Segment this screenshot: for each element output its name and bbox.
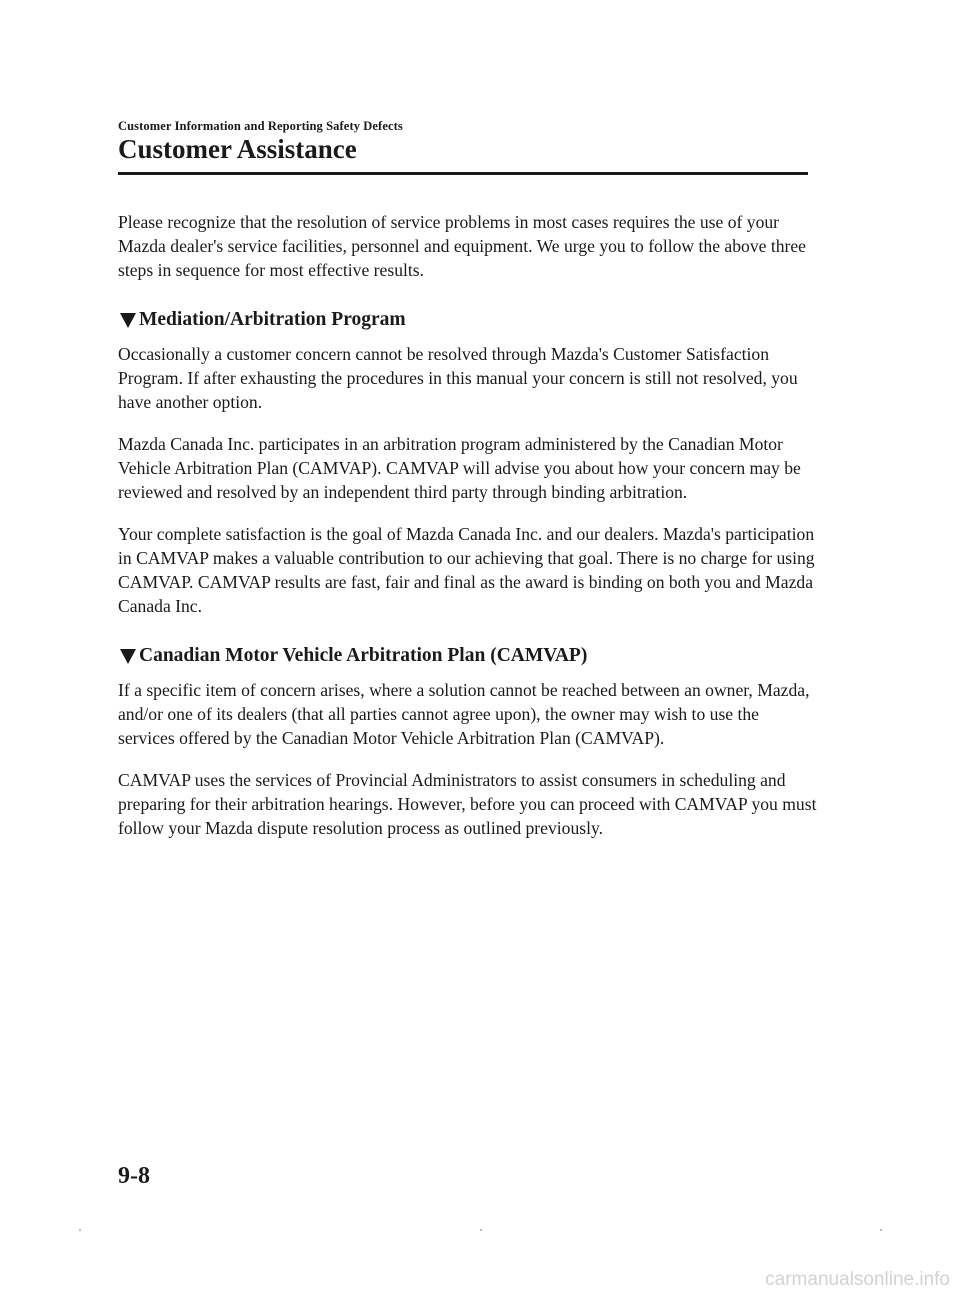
section-heading-text: Mediation/Arbitration Program: [139, 309, 406, 330]
section-heading-camvap: [118, 642, 818, 670]
paragraph: Occasionally a customer concern cannot be resolved through Mazda's Customer Satisfaction Program. If after exhausting the procedures in this manual your concern is still not resolved, you have another option.: [118, 344, 798, 412]
down-triangle-icon: [120, 649, 136, 664]
crop-mark: [79, 1229, 81, 1231]
title-rule: [118, 172, 808, 175]
paragraph: If a specific item of concern arises, where a solution cannot be reached between an owner, Mazda, and/or one of its dealers (that all parties cannot agree upon), the owner may wish to use the services offered by the Canadian Motor Vehicle Arbitration Plan (CAMVAP).: [118, 680, 810, 748]
page-number: 9-8: [118, 1163, 150, 1189]
watermark: carmanualsonline.info: [765, 1269, 950, 1290]
page-title: Customer Assistance: [118, 134, 357, 164]
intro-paragraph: Please recognize that the resolution of service problems in most cases requires the use of your Mazda dealer's service facilities, personnel and equipment. We urge you to follow the above three steps in sequence for most effective results.: [118, 212, 806, 280]
page-content: [118, 210, 818, 858]
section-label: Customer Information and Reporting Safety Defects: [118, 119, 403, 133]
crop-mark: [880, 1229, 882, 1231]
crop-mark: [480, 1229, 482, 1231]
paragraph: Your complete satisfaction is the goal of Mazda Canada Inc. and our dealers. Mazda's participation in CAMVAP makes a valuable contribution to our achieving that goal. There is no charge for using CAMVAP. CAMVAP results are fast, fair and final as the award is binding on both you and Mazda Canada Inc.: [118, 524, 815, 616]
section-heading-text: Canadian Motor Vehicle Arbitration Plan (CAMVAP): [139, 645, 588, 666]
section-heading-mediation: [118, 306, 818, 334]
down-triangle-icon: [120, 313, 136, 328]
paragraph: CAMVAP uses the services of Provincial Administrators to assist consumers in scheduling and preparing for their arbitration hearings. However, before you can proceed with CAMVAP you must follow your Mazda dispute resolution process as outlined previously.: [118, 770, 817, 838]
paragraph: Mazda Canada Inc. participates in an arbitration program administered by the Canadian Motor Vehicle Arbitration Plan (CAMVAP). CAMVAP will advise you about how your concern may be reviewed and resolved by an independent third party through binding arbitration.: [118, 434, 801, 502]
